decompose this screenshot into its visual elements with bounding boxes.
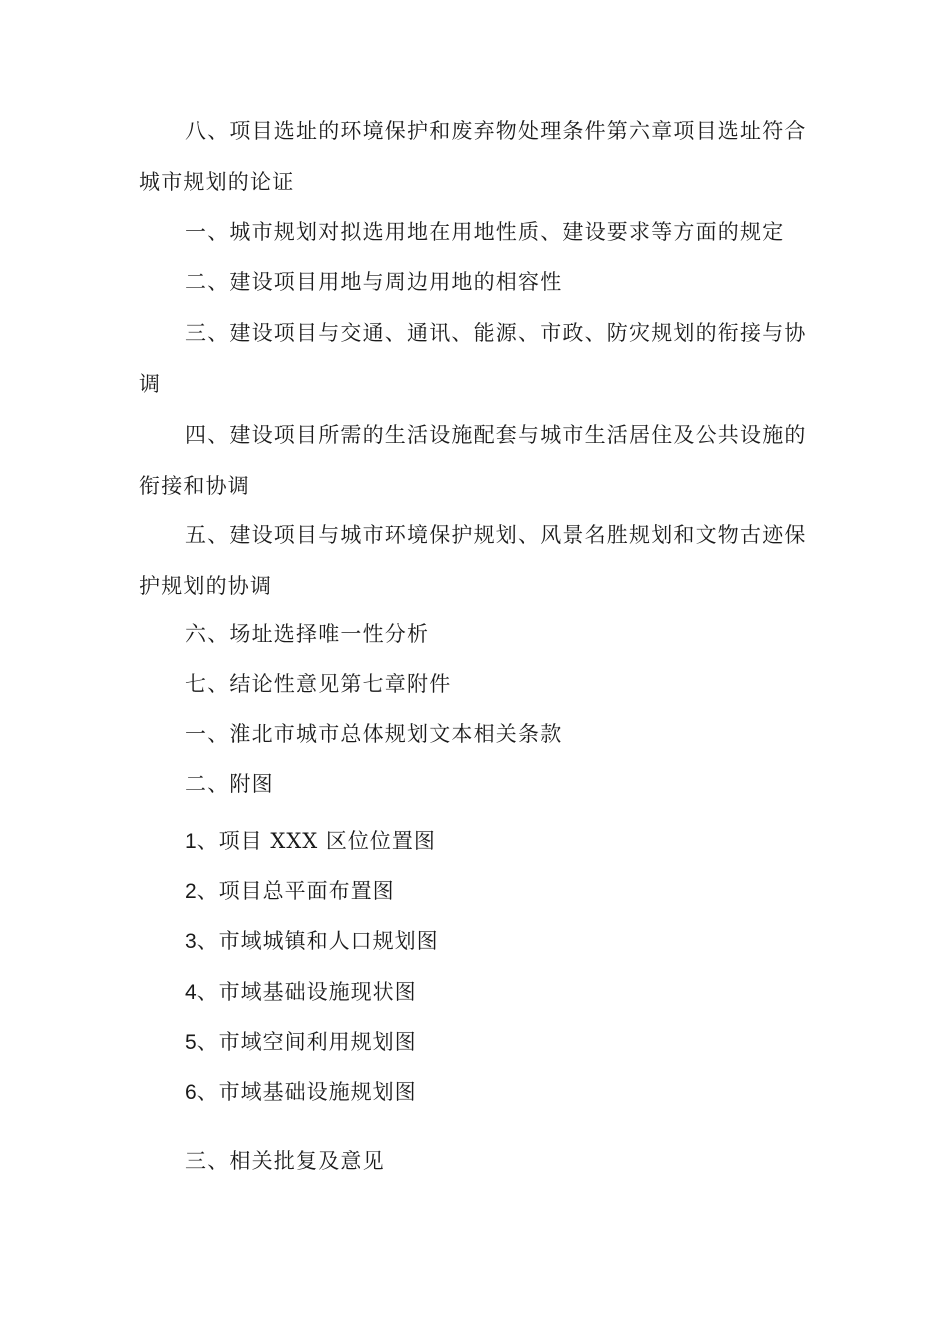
figure-title: 、市域基础设施现状图	[196, 980, 417, 1004]
appendix-item-3-approvals: 三、相关批复及意见	[185, 1149, 385, 1173]
figure-number: 6	[185, 1081, 197, 1104]
figure-number: 5	[185, 1031, 197, 1054]
item-1-planning-regulations: 一、城市规划对拟选用地在用地性质、建设要求等方面的规定	[185, 220, 785, 244]
item-7-conclusion: 七、结论性意见第七章附件	[185, 672, 452, 696]
figure-list-item	[185, 826, 436, 857]
figure-list-item	[185, 1077, 417, 1108]
item-6-site-uniqueness: 六、场址选择唯一性分析	[185, 622, 430, 646]
figure-list-item	[185, 876, 395, 907]
figure-title: 、市域基础设施规划图	[196, 1080, 417, 1104]
figure-title: 、市域空间利用规划图	[196, 1030, 417, 1054]
figure-number: 3	[185, 930, 197, 953]
appendix-item-2-figures: 二、附图	[185, 772, 274, 796]
section-8-heading: 八、项目选址的环境保护和废弃物处理条件第六章项目选址符合城市规划的论证	[139, 119, 807, 194]
figure-title: 、项目 XXX 区位位置图	[196, 829, 436, 853]
item-3-infrastructure-coordination: 三、建设项目与交通、通讯、能源、市政、防灾规划的衔接与协调	[139, 321, 807, 396]
figure-list-item	[185, 977, 417, 1008]
figure-number: 1	[185, 830, 197, 853]
item-4-living-facilities: 四、建设项目所需的生活设施配套与城市生活居住及公共设施的衔接和协调	[139, 423, 807, 498]
item-2-land-compatibility: 二、建设项目用地与周边用地的相容性	[185, 270, 563, 294]
figure-title: 、项目总平面布置图	[196, 879, 395, 903]
figure-list-item	[185, 1027, 417, 1058]
figure-title: 、市域城镇和人口规划图	[196, 929, 439, 953]
figure-number: 4	[185, 981, 197, 1004]
item-5-environment-protection: 五、建设项目与城市环境保护规划、风景名胜规划和文物古迹保护规划的协调	[139, 523, 807, 598]
figure-number: 2	[185, 880, 197, 903]
figure-list-item	[185, 926, 439, 957]
appendix-item-1: 一、淮北市城市总体规划文本相关条款	[185, 722, 563, 746]
